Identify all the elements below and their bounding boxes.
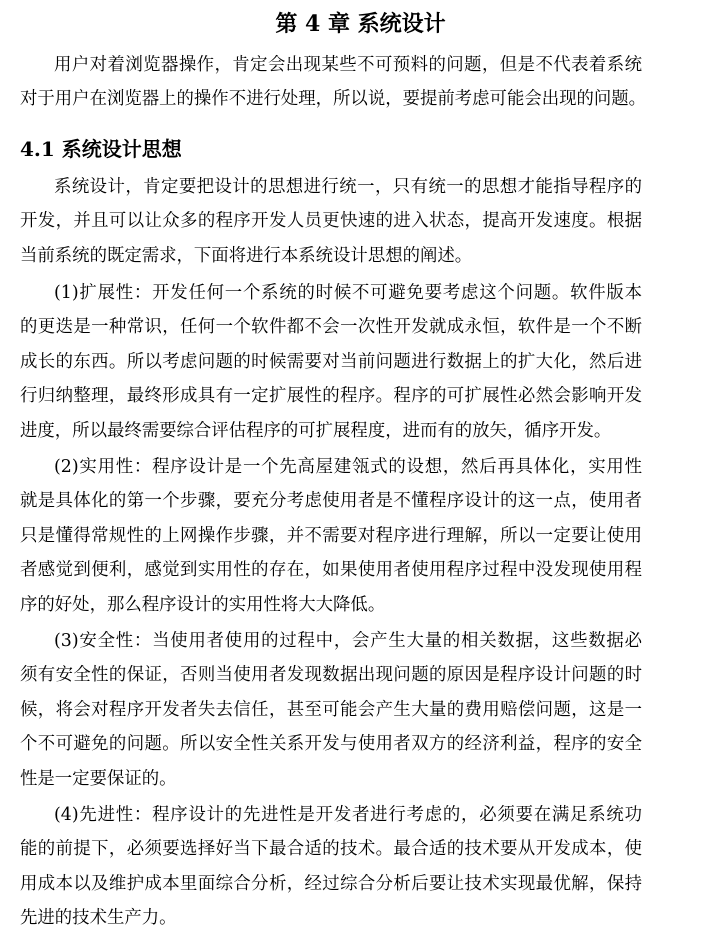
paragraph-line: 只是懂得常规性的上网操作步骤，并不需要对程序进行理解，所以一定要让使用 bbox=[20, 525, 642, 546]
advanced-paragraph bbox=[20, 798, 642, 936]
paragraph-line: 用成本以及维护成本里面综合分析，经过综合分析后要让技术实现最优解，保持 bbox=[20, 873, 642, 894]
security-paragraph bbox=[20, 624, 642, 796]
chapter-title: 第 4 章 系统设计 bbox=[275, 11, 446, 37]
paragraph-line: 成长的东西。所以考虑问题的时候需要对当前问题进行数据上的扩大化，然后进 bbox=[20, 351, 642, 372]
paragraph-line: (2)实用性：程序设计是一个先高屋建瓴式的设想，然后再具体化，实用性 bbox=[54, 457, 642, 477]
paragraph-line: 的更迭是一种常识，任何一个软件都不会一次性开发就成永恒，软件是一个不断 bbox=[20, 317, 642, 338]
practicality-paragraph bbox=[20, 450, 642, 622]
paragraph-line: (4)先进性：程序设计的先进性是开发者进行考虑的，必须要在满足系统功 bbox=[54, 805, 642, 825]
paragraph-line: 须有安全性的保证，否则当使用者发现数据出现问题的原因是程序设计问题的时 bbox=[20, 665, 642, 686]
section-intro-paragraph bbox=[20, 170, 642, 273]
paragraph-line: (1)扩展性：开发任何一个系统的时候不可避免要考虑这个问题。软件版本 bbox=[54, 283, 642, 303]
paragraph-line: 性是一定要保证的。 bbox=[20, 768, 177, 789]
paragraph-line: (3)安全性：当使用者使用的过程中，会产生大量的相关数据，这些数据必 bbox=[54, 631, 642, 651]
paragraph-line: 对于用户在浏览器上的操作不进行处理，所以说，要提前考虑可能会出现的问题。 bbox=[20, 89, 647, 110]
paragraph-line: 行归纳整理，最终形成具有一定扩展性的程序。程序的可扩展性必然会影响开发 bbox=[20, 386, 642, 407]
paragraph-line: 系统设计，肯定要把设计的思想进行统一，只有统一的思想才能指导程序的 bbox=[54, 177, 642, 197]
paragraph-line: 用户对着浏览器操作，肯定会出现某些不可预料的问题，但是不代表着系统 bbox=[54, 55, 642, 75]
paragraph-line: 就是具体化的第一个步骤，要充分考虑使用者是不懂程序设计的这一点，使用者 bbox=[20, 491, 642, 512]
intro-paragraph bbox=[20, 48, 647, 117]
paragraph-line: 序的好处，那么程序设计的实用性将大大降低。 bbox=[20, 594, 386, 615]
paragraph-line: 开发，并且可以让众多的程序开发人员更快速的进入状态，提高开发速度。根据 bbox=[20, 211, 642, 232]
extensibility-paragraph bbox=[20, 276, 642, 448]
paragraph-line: 个不可避免的问题。所以安全性关系开发与使用者双方的经济利益，程序的安全 bbox=[20, 734, 642, 755]
paragraph-line: 先进的技术生产力。 bbox=[20, 908, 177, 929]
paragraph-line: 候，将会对程序开发者失去信任，甚至可能会产生大量的费用赔偿问题，这是一 bbox=[20, 699, 642, 720]
paragraph-line: 当前系统的既定需求，下面将进行本系统设计思想的阐述。 bbox=[20, 245, 473, 266]
paragraph-line: 能的前提下，必须要选择好当下最合适的技术。最合适的技术要从开发成本，使 bbox=[20, 839, 642, 860]
section-heading: 4.1 系统设计思想 bbox=[20, 137, 182, 161]
paragraph-line: 者感觉到便利，感觉到实用性的存在，如果使用者使用程序过程中没发现使用程 bbox=[20, 560, 642, 581]
paragraph-line: 进度，所以最终需要综合评估程序的可扩展程度，进而有的放矢，循序开发。 bbox=[20, 420, 612, 441]
